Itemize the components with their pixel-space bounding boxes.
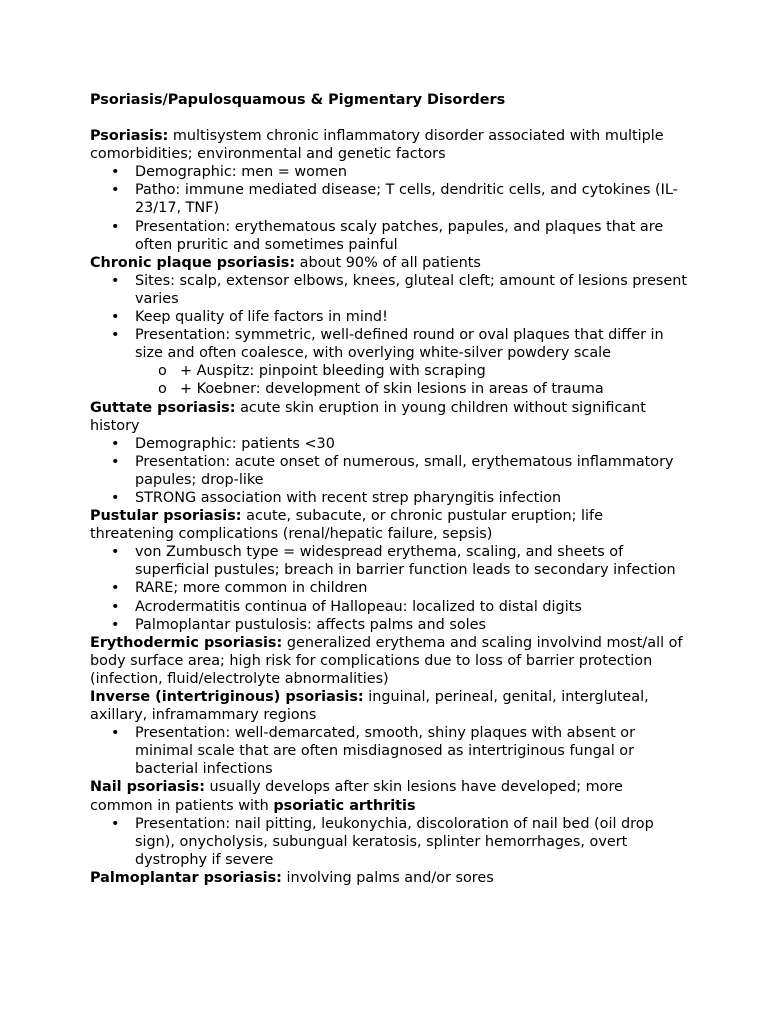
bullet-text: Patho: immune mediated disease; T cells, dendritic cells, and cytokines (IL-23/17, TNF) — [135, 182, 678, 217]
bullet-icon: • — [111, 435, 120, 452]
bullet-text: Palmoplantar pustulosis: affects palms and soles — [135, 616, 486, 633]
section-heading — [90, 869, 690, 887]
bullet-icon: • — [111, 544, 120, 561]
bullet-icon: • — [111, 327, 120, 344]
section-description: generalized erythema and scaling involvind most/all of body surface area; high risk for complications due to loss of barrier protection (infection, fluid/electrolyte abnormalities) — [90, 634, 683, 687]
page-title: Psoriasis/Papulosquamous & Pigmentary Disorders — [90, 92, 506, 108]
section-description: acute, subacute, or chronic pustular eruption; life threatening complications (renal/hepatic failure, sepsis) — [90, 508, 603, 543]
bullet-item — [90, 272, 690, 308]
section-term: Inverse (intertriginous) psoriasis: — [90, 689, 364, 705]
bullet-list — [90, 163, 690, 253]
section-description: acute skin eruption in young children without significant history — [90, 399, 646, 434]
bullet-icon: • — [111, 580, 120, 597]
bullet-text: Presentation: erythematous scaly patches, papules, and plaques that are often pruritic and sometimes painful — [135, 218, 664, 253]
bullet-item — [90, 724, 690, 778]
bullet-item — [90, 163, 690, 181]
section-heading — [90, 127, 690, 163]
bullet-text: RARE; more common in children — [135, 580, 368, 597]
bullet-icon: • — [111, 489, 120, 506]
bullet-item — [90, 326, 690, 362]
sub-bullet-group — [90, 362, 690, 398]
bullet-item — [90, 435, 690, 453]
sub-bullet-list — [90, 362, 690, 398]
bullet-icon: • — [111, 309, 120, 326]
section-term-emphasis: psoriatic arthritis — [273, 797, 416, 814]
bullet-item — [90, 616, 690, 634]
section-heading — [90, 778, 690, 814]
section-term: Psoriasis: — [90, 128, 169, 145]
section-description: multisystem chronic inflammatory disorder associated with multiple comorbidities; environmental and genetic factors — [90, 128, 664, 163]
bullet-text: Presentation: nail pitting, leukonychia, discoloration of nail bed (oil drop sign), onycholysis, subungual keratosis, splinter hemorrhages, overt dystrophy if severe — [135, 815, 654, 868]
section-term: Pustular psoriasis: — [90, 508, 242, 525]
bullet-icon: • — [111, 725, 120, 742]
bullet-text: STRONG association with recent strep pharyngitis infection — [135, 489, 562, 506]
sub-bullet-item — [90, 380, 690, 398]
bullet-item — [90, 453, 690, 489]
bullet-item — [90, 543, 690, 579]
section-term: Guttate psoriasis: — [90, 399, 236, 416]
sub-bullet-text: + Koebner: development of skin lesions in areas of trauma — [180, 381, 604, 398]
bullet-item — [90, 308, 690, 326]
section-heading — [90, 634, 690, 688]
document-body — [90, 91, 690, 887]
bullet-text: Keep quality of life factors in mind! — [135, 309, 388, 326]
bullet-item — [90, 489, 690, 507]
section-term: Palmoplantar psoriasis: — [90, 869, 282, 886]
bullet-text: Demographic: patients <30 — [135, 435, 335, 452]
bullet-icon: • — [111, 616, 120, 633]
section-term: Erythodermic psoriasis: — [90, 634, 283, 651]
section-description: inguinal, perineal, genital, intergluteal, axillary, inframammary regions — [90, 689, 649, 724]
section-heading — [90, 507, 690, 543]
bullet-list — [90, 724, 690, 778]
section-heading — [90, 399, 690, 435]
section-heading — [90, 688, 690, 724]
bullet-list — [90, 435, 690, 507]
sub-bullet-item — [90, 362, 690, 380]
bullet-icon: • — [111, 164, 120, 181]
bullet-list — [90, 543, 690, 633]
section-term: Chronic plaque psoriasis: — [90, 254, 296, 271]
bullet-item — [90, 218, 690, 254]
bullet-icon: • — [111, 815, 120, 832]
sub-bullet-icon: o — [158, 363, 167, 380]
bullet-text: Acrodermatitis continua of Hallopeau: localized to distal digits — [135, 598, 582, 615]
bullet-item — [90, 579, 690, 597]
bullet-icon: • — [111, 182, 120, 199]
bullet-icon: • — [111, 272, 120, 289]
sub-bullet-icon: o — [158, 381, 167, 398]
section-term: Nail psoriasis: — [90, 779, 205, 796]
bullet-item — [90, 815, 690, 869]
bullet-icon: • — [111, 218, 120, 235]
sections-container — [90, 127, 690, 887]
bullet-item — [90, 598, 690, 616]
bullet-icon: • — [111, 453, 120, 470]
bullet-text: von Zumbusch type = widespread erythema, scaling, and sheets of superficial pustules; breach in barrier function leads to secondary infection — [135, 544, 676, 579]
section-description: usually develops after skin lesions have developed; more common in patients with — [90, 779, 623, 814]
bullet-icon: • — [111, 598, 120, 615]
bullet-text: Sites: scalp, extensor elbows, knees, gluteal cleft; amount of lesions present varies — [135, 272, 687, 307]
bullet-item — [90, 181, 690, 217]
bullet-text: Presentation: well-demarcated, smooth, shiny plaques with absent or minimal scale that are often misdiagnosed as intertriginous fungal or bacterial infections — [135, 725, 636, 778]
bullet-text: Demographic: men = women — [135, 164, 347, 181]
sub-bullet-text: + Auspitz: pinpoint bleeding with scraping — [180, 363, 486, 380]
bullet-text: Presentation: acute onset of numerous, small, erythematous inflammatory papules; drop-like — [135, 453, 674, 488]
section-description: involving palms and/or sores — [281, 869, 494, 886]
bullet-text: Presentation: symmetric, well-defined round or oval plaques that differ in size and often coalesce, with overlying white-silver powdery scale — [135, 327, 664, 362]
bullet-list — [90, 272, 690, 399]
section-description: about 90% of all patients — [295, 254, 481, 271]
section-heading — [90, 254, 690, 272]
bullet-list — [90, 815, 690, 869]
